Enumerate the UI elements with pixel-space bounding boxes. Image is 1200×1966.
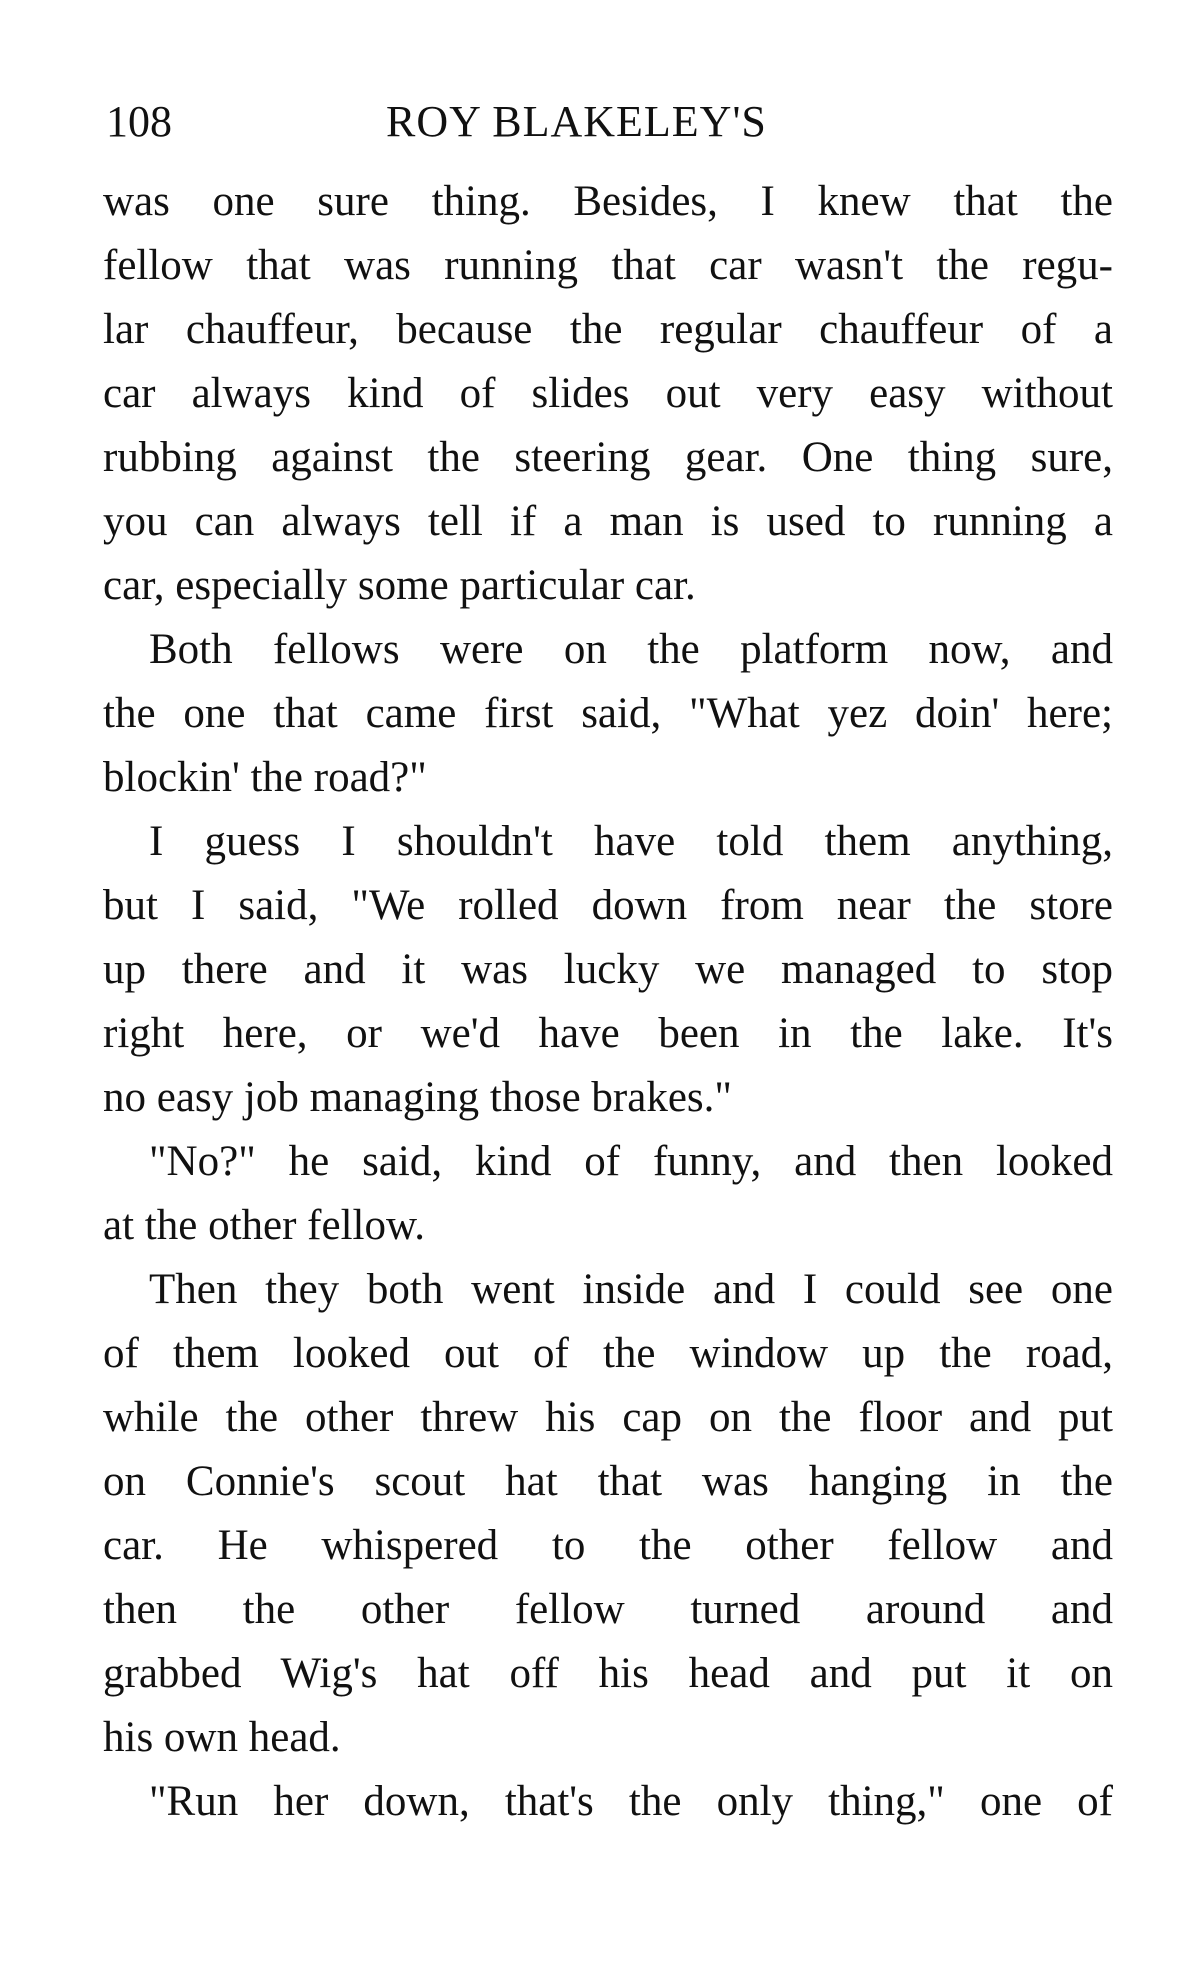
- text-line: car always kind of slides out very easy without: [103, 370, 1113, 417]
- text-line: no easy job managing those brakes.": [103, 1074, 732, 1121]
- text-line: lar chauffeur, because the regular chauffeur of a: [103, 306, 1113, 353]
- text-line: while the other threw his cap on the floor and put: [103, 1394, 1113, 1441]
- text-line: blockin' the road?": [103, 754, 427, 801]
- text-line: was one sure thing. Besides, I knew that the: [103, 178, 1113, 225]
- page-header: [106, 92, 826, 152]
- text-line: Then they both went inside and I could see one: [149, 1266, 1113, 1313]
- text-line: up there and it was lucky we managed to stop: [103, 946, 1113, 993]
- text-line: on Connie's scout hat that was hanging in the: [103, 1458, 1113, 1505]
- text-line: Both fellows were on the platform now, and: [149, 626, 1113, 673]
- text-line: but I said, "We rolled down from near the store: [103, 882, 1113, 929]
- text-line: car. He whispered to the other fellow and: [103, 1522, 1113, 1569]
- text-line: at the other fellow.: [103, 1202, 425, 1249]
- page-number: 108: [106, 97, 172, 146]
- body-text: [103, 170, 1113, 1834]
- text-line: "No?" he said, kind of funny, and then looked: [149, 1138, 1113, 1185]
- text-line: you can always tell if a man is used to running a: [103, 498, 1113, 545]
- text-line: the one that came first said, "What yez doin' here;: [103, 690, 1113, 737]
- text-line: I guess I shouldn't have told them anything,: [149, 818, 1113, 865]
- text-line: car, especially some particular car.: [103, 562, 696, 609]
- text-line: "Run her down, that's the only thing," one of: [149, 1778, 1113, 1825]
- text-line: his own head.: [103, 1714, 341, 1761]
- running-head: ROY BLAKELEY'S: [386, 97, 767, 146]
- text-line: fellow that was running that car wasn't the regu-: [103, 242, 1113, 289]
- text-line: rubbing against the steering gear. One thing sure,: [103, 434, 1113, 481]
- text-line: then the other fellow turned around and: [103, 1586, 1113, 1633]
- text-line: right here, or we'd have been in the lake. It's: [103, 1010, 1113, 1057]
- text-line: grabbed Wig's hat off his head and put it on: [103, 1650, 1113, 1697]
- text-line: of them looked out of the window up the road,: [103, 1330, 1113, 1377]
